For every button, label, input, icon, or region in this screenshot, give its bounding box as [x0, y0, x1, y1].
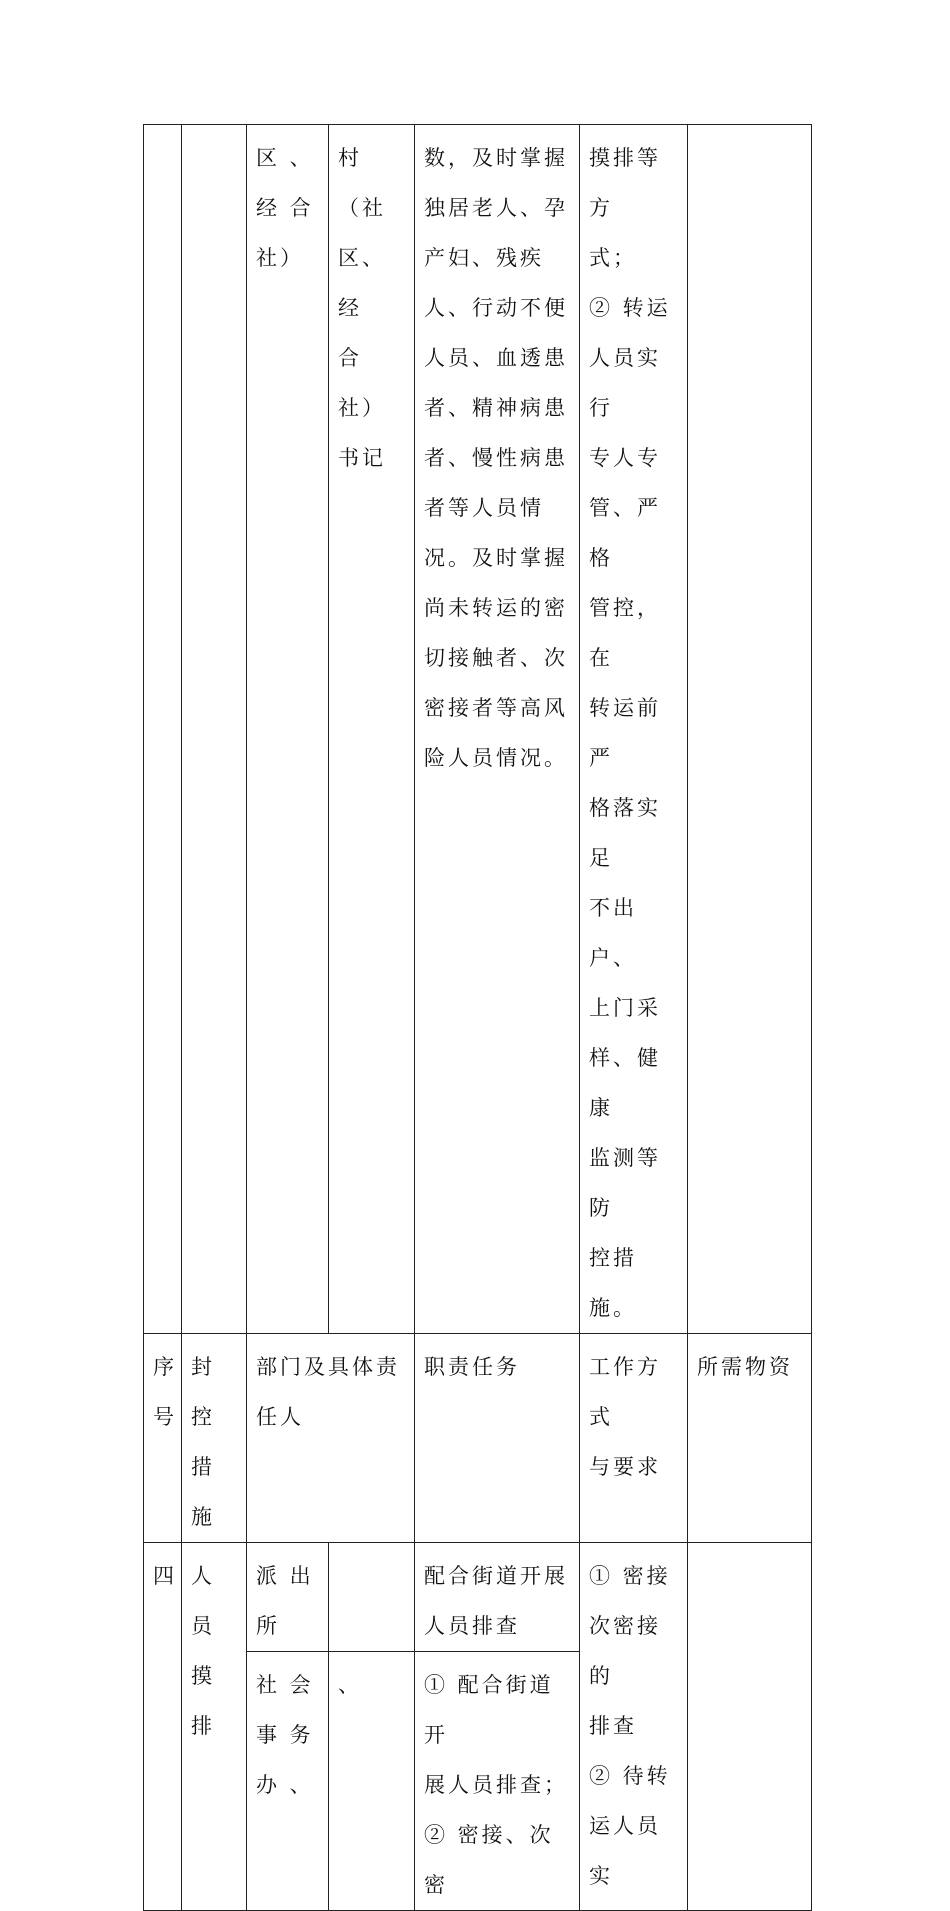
header-supplies: 所需物资 [688, 1334, 812, 1543]
person-cell [329, 1543, 415, 1652]
seq-cell: 四 [144, 1543, 182, 1911]
method-cell: 摸排等方 式； ② 转运 人员实行 专人专 管、严格 管控，在 转运前严 格落实足 不出户、 上门采 样、健康 监测等防 控措施。 [580, 125, 688, 1334]
method-cell: ① 密接 次密接的 排查 ② 待转 运人员实 [580, 1543, 688, 1911]
dept-cell: 派 出 所 [247, 1543, 329, 1652]
header-method: 工作方式 与要求 [580, 1334, 688, 1543]
dept-cell: 区 、 经 合 社） [247, 125, 329, 1334]
task-table [143, 124, 812, 1911]
table-row [144, 1543, 812, 1652]
header-dept: 部门及具体责 任人 [247, 1334, 415, 1543]
supplies-cell [688, 125, 812, 1334]
measure-cell [182, 125, 247, 1334]
table-row [144, 125, 812, 1334]
header-duty: 职责任务 [415, 1334, 580, 1543]
table-header-row [144, 1334, 812, 1543]
measure-cell: 人员 摸排 [182, 1543, 247, 1911]
person-cell: 、 [329, 1652, 415, 1911]
duty-cell: ① 配合街道开 展人员排查； ② 密接、次密 [415, 1652, 580, 1911]
header-measure: 封控 措施 [182, 1334, 247, 1543]
header-seq: 序 号 [144, 1334, 182, 1543]
supplies-cell [688, 1543, 812, 1911]
seq-cell [144, 125, 182, 1334]
duty-cell: 数，及时掌握 独居老人、孕 产妇、残疾 人、行动不便 人员、血透患 者、精神病患 者、慢性病患 者等人员情 况。及时掌握 尚未转运的密 切接触者、次 密接者等高风 险人员情况。 [415, 125, 580, 1334]
duty-cell: 配合街道开展 人员排查 [415, 1543, 580, 1652]
person-cell: 村（社 区、经 合社） 书记 [329, 125, 415, 1334]
dept-cell: 社 会 事 务 办 、 [247, 1652, 329, 1911]
